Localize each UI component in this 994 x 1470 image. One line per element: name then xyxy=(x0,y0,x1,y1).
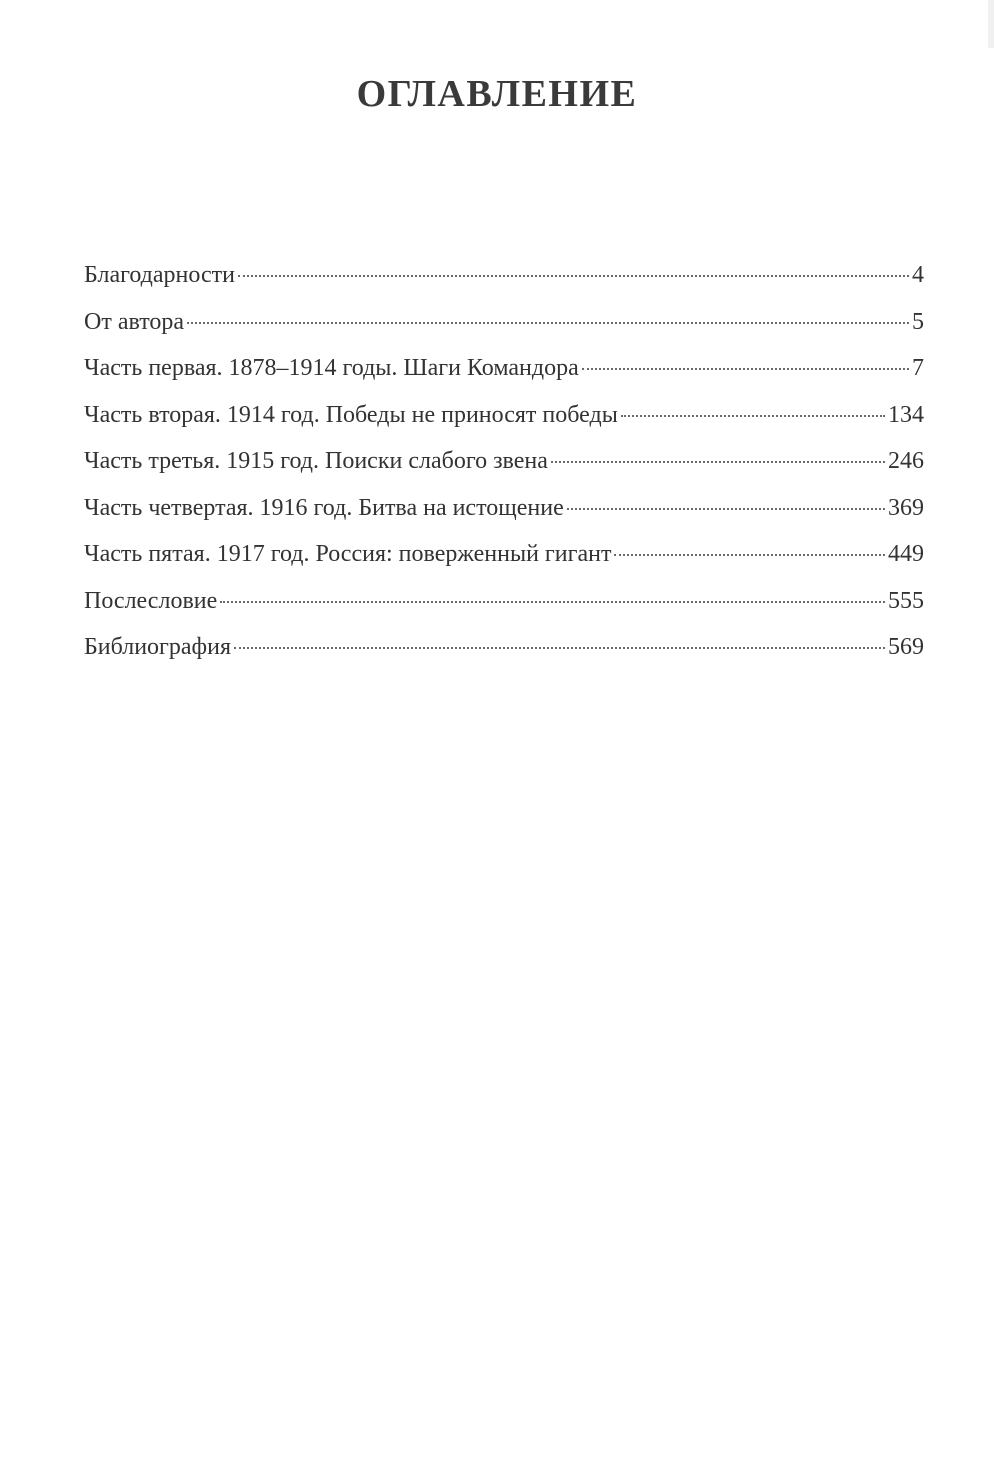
page-title: ОГЛАВЛЕНИЕ xyxy=(356,73,638,115)
toc-entry-title: Библиография xyxy=(84,634,231,660)
toc-entry-page-number: 246 xyxy=(888,448,924,474)
toc-entry-title: От автора xyxy=(84,308,185,335)
toc-entry-title: Часть вторая. 1914 год. Победы не приносят победы xyxy=(84,401,618,428)
toc-entry-title: Благодарности xyxy=(84,262,235,288)
toc-entry-part-five xyxy=(84,531,924,578)
toc-entry-page-number: 369 xyxy=(888,494,924,521)
dot-leader xyxy=(234,647,885,649)
dot-leader xyxy=(551,461,885,463)
dot-leader xyxy=(238,275,909,277)
toc-entry-title: Часть пятая. 1917 год. Россия: поверженный гигант xyxy=(84,541,612,567)
toc-entry-acknowledgements xyxy=(84,252,924,299)
toc-entry-from-author xyxy=(84,299,924,346)
toc-entry-page-number: 7 xyxy=(912,355,924,381)
dot-leader xyxy=(187,322,909,324)
toc-entry-page-number: 555 xyxy=(888,587,924,614)
toc-entry-part-four xyxy=(84,485,924,532)
toc-entry-part-one xyxy=(84,345,924,392)
toc-entry-page-number: 569 xyxy=(888,634,924,660)
toc-entry-afterword xyxy=(84,578,924,625)
dot-leader xyxy=(614,554,885,556)
table-of-contents xyxy=(84,252,924,671)
page-edge-shadow xyxy=(988,0,994,48)
toc-entry-title: Послесловие xyxy=(84,587,218,614)
dot-leader xyxy=(582,368,909,370)
dot-leader xyxy=(220,601,885,603)
toc-entry-part-two xyxy=(84,392,924,439)
toc-entry-page-number: 449 xyxy=(888,541,924,567)
toc-entry-title: Часть третья. 1915 год. Поиски слабого звена xyxy=(84,448,548,474)
toc-entry-page-number: 5 xyxy=(912,308,924,335)
toc-entry-bibliography xyxy=(84,624,924,671)
toc-entry-title: Часть первая. 1878–1914 годы. Шаги Командора xyxy=(84,355,579,381)
dot-leader xyxy=(621,415,885,417)
toc-entry-page-number: 134 xyxy=(888,401,924,428)
toc-entry-page-number: 4 xyxy=(912,262,924,288)
dot-leader xyxy=(567,508,885,510)
toc-entry-part-three xyxy=(84,438,924,485)
toc-entry-title: Часть четвертая. 1916 год. Битва на истощение xyxy=(84,494,564,521)
